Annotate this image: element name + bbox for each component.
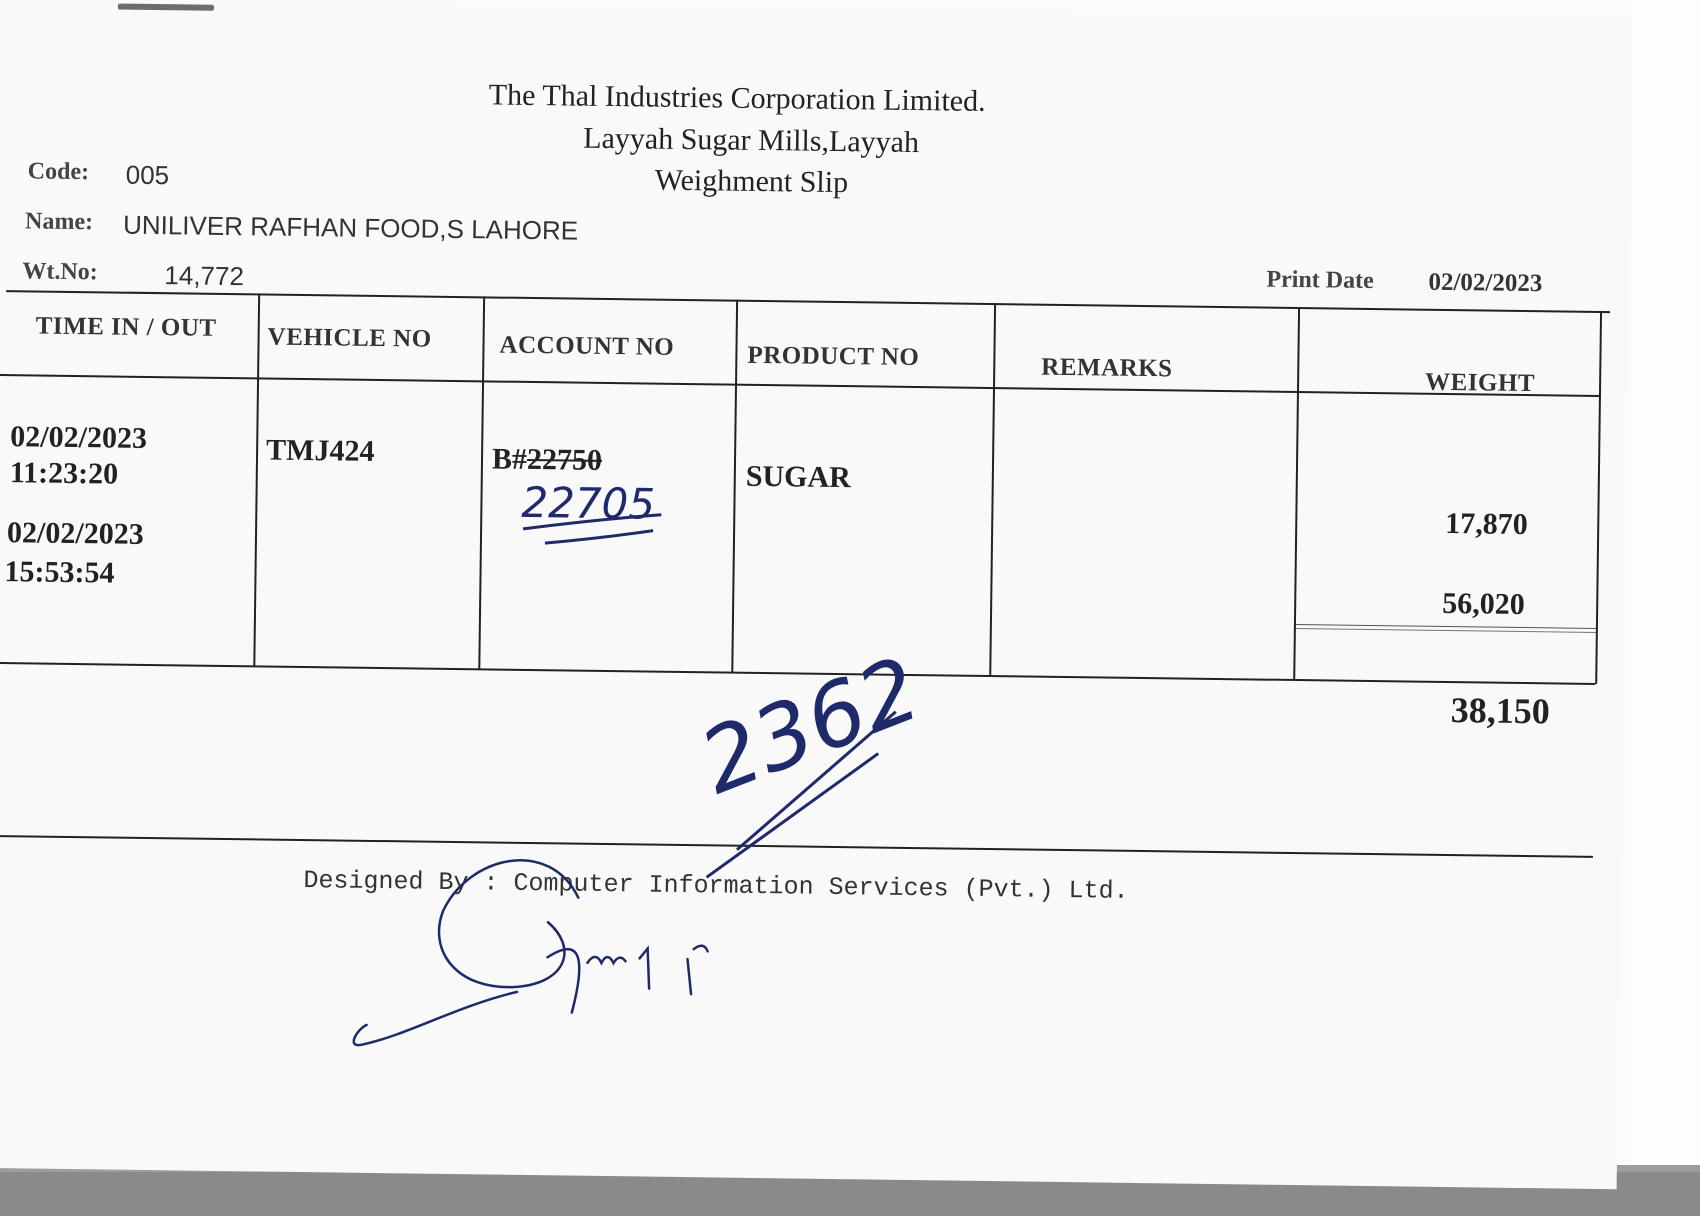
- time-out-date: 02/02/2023: [6, 516, 144, 551]
- weight-first: 17,870: [1445, 506, 1528, 542]
- col-divider-3: [731, 300, 738, 673]
- weight-second: 56,020: [1442, 586, 1525, 622]
- col-header-remarks: REMARKS: [1041, 353, 1173, 383]
- document-title: Weighment Slip: [654, 163, 849, 200]
- account-no: [492, 442, 602, 477]
- col-divider-2: [478, 296, 485, 669]
- table-header-divider: [0, 374, 1599, 397]
- wt-no-label: Wt.No:: [22, 258, 98, 286]
- weight-net: 38,150: [1450, 690, 1551, 732]
- name-label: Name:: [24, 208, 94, 236]
- col-header-weight: WEIGHT: [1424, 368, 1536, 398]
- account-prefix: B#: [491, 442, 528, 476]
- name-value: UNILIVER RAFHAN FOOD,S LAHORE: [122, 209, 579, 246]
- footer-divider: [0, 835, 1593, 858]
- col-divider-4: [989, 303, 996, 676]
- account-struck-value: 22750: [526, 442, 603, 477]
- underline-ink-2: [545, 529, 653, 544]
- underline-ink-1: [523, 513, 661, 531]
- weight-subtotal-rule-2: [1294, 628, 1596, 633]
- col-header-account: ACCOUNT NO: [499, 331, 675, 361]
- col-header-time: TIME IN / OUT: [35, 312, 217, 342]
- product-value: SUGAR: [745, 459, 852, 495]
- company-name: The Thal Industries Corporation Limited.: [488, 78, 986, 118]
- tick-stroke-2: [707, 751, 879, 879]
- mill-name: Layyah Sugar Mills,Layyah: [583, 121, 920, 160]
- col-header-product: PRODUCT NO: [747, 341, 920, 372]
- time-out-time: 15:53:54: [4, 555, 115, 590]
- handwritten-note: 2362: [686, 636, 933, 815]
- table-right-border: [1595, 311, 1602, 684]
- scan-margin-right: [1632, 0, 1700, 1216]
- wt-no-value: 14,772: [164, 260, 245, 292]
- print-date-label: Print Date: [1266, 266, 1374, 295]
- col-header-vehicle: VEHICLE NO: [267, 323, 432, 353]
- handwritten-account-number: 22705: [521, 477, 656, 529]
- tick-stroke-1: [737, 710, 896, 852]
- print-date-value: 02/02/2023: [1428, 268, 1543, 298]
- col-divider-1: [253, 293, 260, 666]
- designed-by: Designed By : Computer Information Services (Pvt.) Ltd.: [303, 866, 1129, 906]
- code-label: Code:: [27, 158, 90, 186]
- time-in-time: 11:23:20: [9, 456, 119, 491]
- code-value: 005: [125, 159, 170, 191]
- scan-mark: [118, 4, 214, 11]
- table-bottom-border: [0, 662, 1595, 685]
- vehicle-no: TMJ424: [265, 433, 375, 468]
- time-in-date: 02/02/2023: [10, 420, 148, 455]
